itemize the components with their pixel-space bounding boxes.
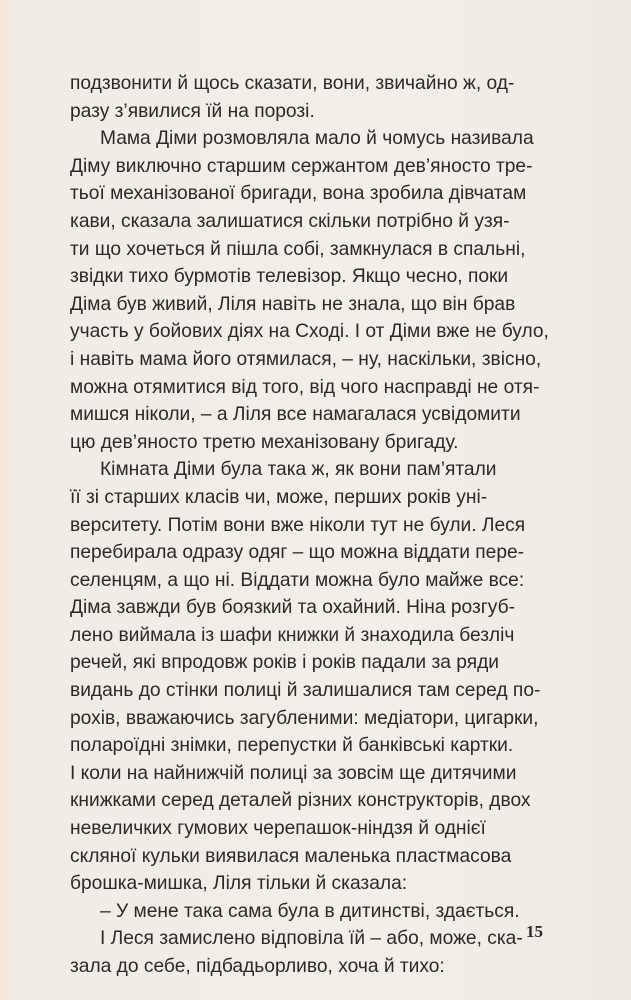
text-line: перебирала одразу одяг – що можна віддати пере-: [70, 542, 525, 564]
text-line: її зі старших класів чи, може, перших років уні-: [70, 486, 488, 508]
text-line: цю дев’яносто третю механізовану бригаду.: [70, 431, 459, 453]
text-line: І коли на найнижчій полиці за зовсім ще дитячими: [70, 762, 517, 784]
text-line: зала до себе, підбадьорливо, хоча й тихо:: [70, 956, 445, 977]
text-line: книжками серед деталей різних конструкторів, двох: [70, 790, 531, 812]
text-line: звідки тихо бурмотів телевізор. Якщо чесно, поки: [70, 266, 509, 288]
text-line: І Леся замислено відповіла їй – або, може, ска-: [100, 928, 523, 950]
text-line: брошка-мишка, Ліля тільки й сказала:: [70, 873, 408, 895]
text-line: разу з’явилися їй на порозі.: [70, 100, 315, 122]
text-line: і навіть мама його отямилася, – ну, наскільки, звісно,: [70, 348, 542, 370]
text-line: ти що хочеться й пішла собі, замкнулася в спальні,: [70, 238, 526, 260]
text-line: Діму виключно старшим сержантом дев’яносто тре-: [70, 155, 533, 177]
text-line: Діма був живий, Ліля навіть не знала, що він брав: [70, 293, 516, 315]
text-line: видань до стінки полиці й залишалися там серед по-: [70, 680, 541, 702]
page-edge-shadow: [0, 0, 14, 1000]
text-line: невеличких гумових черепашок-ніндзя й однієї: [70, 818, 486, 840]
body-text: [70, 70, 570, 981]
page-number: 15: [526, 922, 543, 941]
text-line: верситету. Потім вони вже ніколи тут не були. Леся: [70, 514, 526, 536]
text-line: подзвонити й щось сказати, вони, звичайно ж, од-: [70, 73, 515, 94]
text-line: мишся ніколи, – а Ліля все намагалася усвідомити: [70, 404, 521, 426]
text-line: скляної кульки виявилася маленька пластмасова: [70, 845, 512, 867]
text-line: рохів, вважаючись загубленими: медіатори, цигарки,: [70, 707, 539, 729]
text-line: кави, сказала залишатися скільки потрібно й узя-: [70, 210, 510, 232]
text-line: селенцям, а що ні. Віддати можна було майже все:: [70, 569, 525, 591]
text-line: можна отямитися від того, від чого насправді не отя-: [70, 376, 540, 398]
text-line: лено виймала із шафи книжки й знаходила безліч: [70, 624, 515, 646]
text-line: тьої механізованої бригади, вона зробила дівчатам: [70, 183, 527, 205]
text-line: речей, які впродовж років і років падали за ряди: [70, 652, 500, 674]
text-line: Діма завжди був боязкий та охайний. Ніна розгуб-: [70, 597, 515, 619]
text-line: участь у бойових діях на Сході. І от Діми вже не було,: [70, 321, 549, 343]
text-line: Кімната Діми була така ж, як вони пам’ятали: [100, 459, 497, 481]
text-line: – У мене така сама була в дитинстві, здається.: [100, 900, 520, 922]
text-line: полароїдні знімки, перепустки й банківські картки.: [70, 735, 514, 757]
text-line: Мама Діми розмовляла мало й чомусь називала: [100, 128, 534, 150]
